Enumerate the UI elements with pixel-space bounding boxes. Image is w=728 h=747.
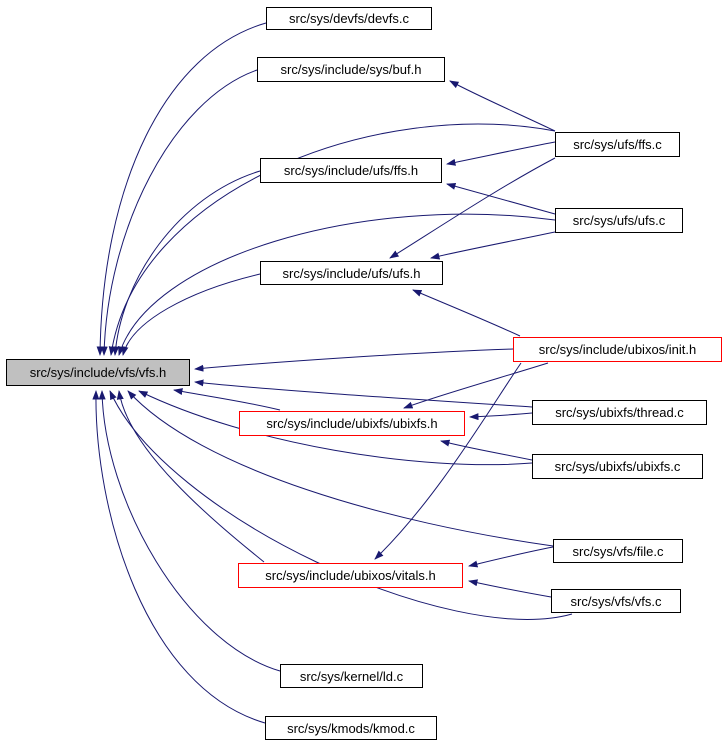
graph-node-file_c[interactable]: src/sys/vfs/file.c (553, 539, 683, 563)
graph-node-ufs_c[interactable]: src/sys/ufs/ufs.c (555, 208, 683, 233)
graph-node-ld_c[interactable]: src/sys/kernel/ld.c (280, 664, 423, 688)
edge-init_h-to-vitals_h (375, 363, 521, 559)
edge-vfs_c-to-vitals_h (469, 581, 551, 597)
edge-buf_h-to-vfs_h (104, 70, 257, 355)
graph-node-vitals_h[interactable]: src/sys/include/ubixos/vitals.h (238, 563, 463, 588)
graph-node-ubixfs_c[interactable]: src/sys/ubixfs/ubixfs.c (532, 454, 703, 479)
graph-node-ffs_h[interactable]: src/sys/include/ufs/ffs.h (260, 158, 442, 183)
graph-node-kmod_c[interactable]: src/sys/kmods/kmod.c (265, 716, 437, 740)
graph-node-vfs_h: src/sys/include/vfs/vfs.h (6, 359, 190, 386)
graph-node-ffs_c[interactable]: src/sys/ufs/ffs.c (555, 132, 680, 157)
edge-thread_c-to-ubixfs_h (470, 413, 532, 417)
graph-node-thread_c[interactable]: src/sys/ubixfs/thread.c (532, 400, 707, 425)
graph-node-buf_h[interactable]: src/sys/include/sys/buf.h (257, 57, 445, 82)
edge-ubixfs_h-to-vfs_h (174, 390, 280, 410)
edge-init_h-to-ufs_h (413, 290, 520, 336)
edge-thread_c-to-vfs_h (195, 382, 532, 407)
graph-node-devfs_c[interactable]: src/sys/devfs/devfs.c (266, 7, 432, 30)
graph-node-vfs_c[interactable]: src/sys/vfs/vfs.c (551, 589, 681, 613)
edge-ffs_c-to-ffs_h (447, 142, 555, 164)
edge-init_h-to-vfs_h (195, 349, 513, 369)
graph-node-ubixfs_h[interactable]: src/sys/include/ubixfs/ubixfs.h (239, 411, 465, 436)
edge-kmod_c-to-vfs_h (96, 391, 265, 723)
graph-node-ufs_h[interactable]: src/sys/include/ufs/ufs.h (260, 261, 443, 285)
edge-ffs_c-to-buf_h (450, 81, 555, 131)
graph-node-init_h[interactable]: src/sys/include/ubixos/init.h (513, 337, 722, 362)
edge-ffs_h-to-vfs_h (115, 171, 260, 355)
edge-file_c-to-vitals_h (469, 547, 553, 566)
edge-ufs_c-to-ufs_h (431, 232, 555, 258)
edge-init_h-to-ubixfs_h (404, 363, 548, 408)
edge-ubixfs_c-to-ubixfs_h (441, 441, 532, 460)
